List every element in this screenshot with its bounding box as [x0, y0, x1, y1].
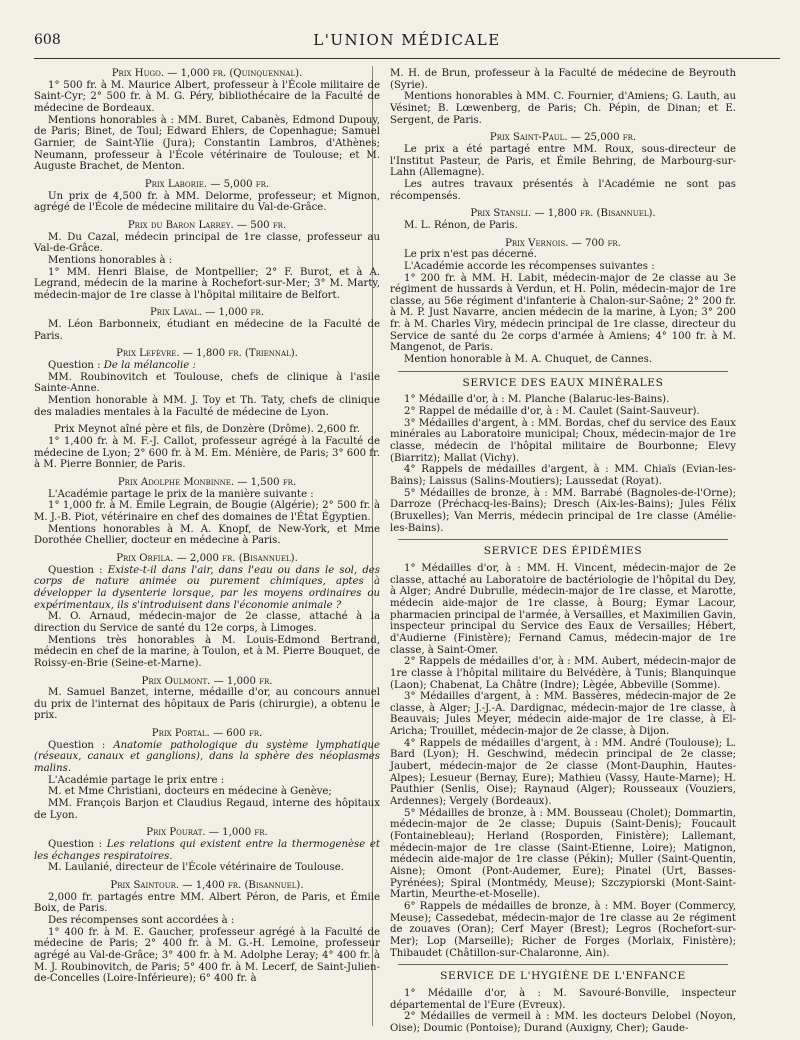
paragraph: 5° Médailles de bronze, à : MM. Bousseau (Cholet); Dommartin, médecin-major de 2e classe; Dupuis (Saint-Denis); Foucault (Fontainebleau); Herland (Rosporden, Finistère); Lallemant, médecin-major de 1re classe (Saint-Etienne, Loire); Matignon, médecin aide-major de 1re classe (Pékin); Muller (Saint-Quentin, Aisne); Omont (Pont-Audemer, Eure); Pinatel (Urt, Basses-Pyrénées); Spiral (Montmédy, Meuse); Szczypiorski (Mont-Saint-Martin, Meurthe-et-Moselle). [390, 807, 736, 901]
paragraph: Mentions honorables à M. A. Knopf, de New-York, et Mme Dorothée Chellier, docteur en médecine à Paris. [34, 523, 380, 547]
paragraph: M. L. Rénon, de Paris. [404, 219, 518, 231]
paragraph: 1° 400 fr. à M. E. Gaucher, professeur agrégé à la Faculté de médecine de Paris; 2° 400 fr. à M. G.-H. Lemoine, professeur agrégé au Val-de-Grâce; 3° 400 fr. à M. Adolphe Leray; 4° 400 fr. à M. J. Roubinovitch, de Paris; 5° 400 fr. à M. Lecerf, de Saint-Julien-de-Concelles (Loire-Inférieure); 6° 400 fr. à [34, 926, 380, 985]
paragraph: MM. François Barjon et Claudius Regaud, interne des hôpitaux de Lyon. [34, 798, 380, 821]
paragraph: MM. Roubinovitch et Toulouse, chefs de clinique à l'asile Sainte-Anne. [34, 371, 380, 395]
paragraph: M. H. de Brun, professeur à la Faculté de médecine de Beyrouth (Syrie). [390, 68, 736, 91]
paragraph: Le prix n'est pas décerné. [404, 249, 537, 261]
paragraph: 5° Médailles de bronze, à : MM. Barrabé (Bagnoles-de-l'Orne); Darroze (Préchacq-les-Bains); Dresch (Aix-les-Bains); Jules Félix (Bruxelles); Van Merris, médecin principal de 1re classe (Amélie-les-Bains). [390, 487, 736, 534]
paragraph: M. Du Cazal, médecin principal de 1re classe, professeur au Val-de-Grâce. [34, 231, 380, 255]
right-column [390, 68, 736, 1035]
paragraph: M. Samuel Banzet, interne, médaille d'or, au concours annuel du prix de l'internat des hôpitaux de Paris (chirurgie), a obtenu le prix. [34, 687, 380, 722]
question-label: Question : [48, 839, 103, 851]
prize-heading: Prix Pourat. — 1,000 fr. [146, 827, 268, 839]
question-text: Les relations qui existent entre la thermogenèse et les échanges respiratoires. [34, 839, 380, 862]
paragraph: L'Académie partage le prix entre : [48, 774, 225, 786]
paragraph: L'Académie partage le prix de la manière suivante : [48, 488, 314, 500]
paragraph: 2° Rappel de médaille d'or, à : M. Caulet (Saint-Sauveur). [404, 406, 700, 418]
header-rule [34, 58, 780, 59]
section-heading: SERVICE DES ÉPIDÉMIES [483, 545, 643, 558]
paragraph: Le prix a été partagé entre MM. Roux, sous-directeur de l'Institut Pasteur, de Paris, et Émile Behring, de Marbourg-sur-Lahn (Allemagne). [390, 143, 736, 179]
paragraph: M. Léon Barbonneix, étudiant en médecine de la Faculté de Paris. [34, 319, 380, 342]
section-heading: SERVICE DES EAUX MINÉRALES [462, 376, 664, 389]
question-paragraph [34, 839, 380, 862]
paragraph: Mentions honorables à : MM. Buret, Cabanès, Edmond Dupouy, de Paris; Binet, de Toul; Edward Ehlers, de Copenhague; Samuel Garnier, de Saint-Ylie (Jura); Constantin Lambros, d'Athènes; Neumann, professeur à l'École vétérinaire de Toulouse; et M. Auguste Brachet, de Menton. [34, 114, 380, 173]
paragraph: 2° Médailles de vermeil à : MM. les docteurs Delobel (Noyon, Oise); Doumic (Pontoise); Durand (Auxigny, Cher); Gaude- [390, 1011, 736, 1034]
prize-heading: Prix Adolphe Monbinne. — 1,500 fr. [117, 477, 297, 488]
question-label: Question : [48, 739, 106, 751]
prize-heading: Prix Orfila. — 2,000 fr. (Bisannuel). [116, 552, 298, 564]
prize-heading: Prix Oulmont. — 1,000 fr. [141, 675, 273, 687]
page-number: 608 [34, 32, 61, 48]
paragraph: 1° Médailles d'or, à : MM. H. Vincent, médecin-major de 2e classe, attaché au Laboratoire de bactériologie de l'hôpital du Dey, à Alger; André Dubrulle, médecin-major de 1re classe, et Marotte, médecin aide-major de 1re classe, à Bourg; Eymar Lacour, pharmacien principal de l'armée, à Versailles, et Maximilien Gavin, inspecteur principal du Service des Eaux de Versailles; Hébert, d'Audierne (Finistère); Fernand Camus, médecin-major de 1re classe, à Saint-Omer. [390, 562, 736, 656]
paragraph: 1° 1,400 fr. à M. F.-J. Callot, professeur agrégé à la Faculté de médecine de Lyon; 2° 600 fr. à M. Em. Ménière, de Paris; 3° 600 fr. à M. Pierre Bonnier, de Paris. [34, 436, 380, 471]
paragraph: 1° 1,000 fr. à M. Émile Legrain, de Bougie (Algérie); 2° 500 fr. à M. J.-B. Piot, vétérinaire en chef des domaines de l'État Égyptien. [34, 500, 380, 523]
paragraph: 1° 500 fr. à M. Maurice Albert, professeur à l'École militaire de Saint-Cyr; 2° 500 fr. à M. G. Péry, bibliothécaire de la Faculté de médecine de Bordeaux. [34, 79, 380, 114]
paragraph: 1° 200 fr. à MM. H. Labit, médecin-major de 2e classe au 3e régiment de hussards à Verdun, et H. Polin, médecin-major de 1re classe, au 56e régiment d'infanterie à Chalon-sur-Saône; 2° 200 fr. à M. P. Just Navarre, ancien médecin de la marine, à Lyon; 3° 200 fr. à M. Charles Viry, médecin principal de 1re classe, directeur du Service de santé du 2e corps d'armée à Amiens; 4° 100 fr. à M. Mangenot, de Paris. [390, 272, 736, 354]
prize-heading: Prix Laborie. — 5,000 fr. [144, 178, 270, 190]
journal-title: L'UNION MÉDICALE [313, 31, 501, 49]
paragraph: M. O. Arnaud, médecin-major de 2e classe, attaché à la direction du Service de santé du 12e corps, à Limoges. [34, 611, 380, 634]
prize-heading: Prix Stansli. — 1,800 fr. (Bisannuel). [470, 208, 656, 220]
prize-heading: Prix Saintour. — 1,400 fr. (Bisannuel). [110, 880, 304, 891]
paragraph: Mention honorable à M. A. Chuquet, de Cannes. [404, 354, 653, 366]
question-paragraph [34, 740, 380, 775]
section-rule [398, 371, 728, 372]
prize-heading: Prix Lefèvre. — 1,800 fr. (Triennal). [116, 348, 298, 360]
paragraph: Mentions honorables à : [48, 254, 173, 266]
paragraph: 4° Rappels de médailles d'argent, à : MM. Chiaïs (Evian-les-Bains); Laissus (Salins-Moutiers); Laussedat (Royat). [390, 464, 736, 487]
paragraph: 4° Rappels de médailles d'argent, à : MM. André (Toulouse); L. Bard (Lyon); H. Geschwind, médecin principal de 2e classe; Jaubert, médecin-major de 2e classe (Mont-Dauphin, Hautes-Alpes); Lesueur (Bernay, Eure); Mathieu (Vassy, Haute-Marne); H. Pauthier (Senlis, Oise); Raynaud (Alger); Rousseaux (Vouziers, Ardennes); Vergely (Bordeaux). [390, 737, 736, 808]
paragraph: 3° Médailles d'argent, à : MM. Bordas, chef du service des Eaux minérales au Laboratoire municipal; Choux, médecin-major de 1re classe, médecin de l'hôpital militaire de Bourbonne; Elevy (Biarritz); Mallat (Vichy). [390, 417, 736, 464]
paragraph: Les autres travaux présentés à l'Académie ne sont pas récompensés. [390, 178, 736, 202]
question-text: Existe-t-il dans l'air, dans l'eau ou dans le sol, des corps de nature animée ou purement chimiques, aptes à développer la dysenterie lorsque, par les moyens ordinaires ou expérimentaux, ils s'introduisent dans l'économie animale ? [34, 564, 380, 611]
section-heading: SERVICE DE L'HYGIÈNE DE L'ENFANCE [440, 970, 686, 983]
question-text: Anatomie pathologique du système lymphatique (réseaux, canaux et ganglions), dans la sphère des néoplasmes malins. [34, 739, 380, 775]
paragraph: 6° Rappels de médailles de bronze, à : MM. Boyer (Commercy, Meuse); Cassedebat, médecin-major de 1re classe au 2e régiment de zouaves (Oran); Cerf Mayer (Brest); Legros (Rochefort-sur-Mer); Lop (Marseille); Richer de Forges (Morlaix, Finistère); Thibaudet (Châtillon-sur-Chalaronne, Ain). [390, 900, 736, 959]
question-paragraph [34, 565, 380, 612]
paragraph: 3° Médailles d'argent, à : MM. Bassères, médecin-major de 2e classe, à Alger; J.-J.-A. Dardignac, médecin-major de 1re classe, à Beauvais; Jules Meyer, médecin aide-major de 1re classe, à El-Aricha; Trouillet, médecin-major de 2e classe, à Dijon. [390, 691, 736, 738]
paragraph: 2° Rappels de médailles d'or, à : MM. Aubert, médecin-major de 1re classe à l'hôpital militaire du Belvédère, à Tunis; Blanquinque (Laon); Chabenat, La Châtre (Indre); Lègée, Abbeville (Somme). [390, 656, 736, 691]
paragraph: Mentions très honorables à M. Louis-Edmond Bertrand, médecin en chef de la marine, à Toulon, et à M. Pierre Bouquet, de Roissy-en-Brie (Seine-et-Marne). [34, 634, 380, 669]
paragraph: M. et Mme Christiani, docteurs en médecine à Genève; [48, 786, 332, 798]
paragraph: 1° Médaille d'or, à : M. Savouré-Bonville, inspecteur départemental de l'Eure (Evreux). [390, 987, 736, 1011]
paragraph: 2,000 fr. partagés entre MM. Albert Péron, de Paris, et Émile Boix, de Paris. [34, 891, 380, 915]
prize-heading: Prix Meynot aîné père et fils, de Donzère (Drôme). 2,600 fr. [54, 424, 360, 436]
paragraph: 1° MM. Henri Blaise, de Montpellier; 2° F. Burot, et à A. Legrand, médecin de la marine à Rochefort-sur-Mer; 3° M. Marty, médecin-major de 1re classe à l'hôpital militaire de Belfort. [34, 266, 380, 301]
page-header [34, 30, 780, 56]
paragraph: Des récompenses sont accordées à : [48, 914, 235, 926]
paragraph: 1° Médaille d'or, à : M. Planche (Balaruc-les-Bains). [404, 394, 670, 406]
question-label: Question : [48, 360, 101, 372]
paragraph: M. Laulanié, directeur de l'École vétérinaire de Toulouse. [48, 862, 344, 874]
question-label: Question : [48, 564, 103, 576]
prize-heading: Prix Vernois. — 700 fr. [505, 237, 621, 249]
prize-heading: Prix Hugo. — 1,000 fr. (Quinquennal). [111, 68, 303, 79]
prize-heading: Prix du Baron Larrey. — 500 fr. [127, 219, 287, 231]
prize-heading: Prix Laval. — 1,000 fr. [149, 307, 265, 319]
paragraph: L'Académie accorde les récompenses suivantes : [404, 260, 655, 272]
section-rule [398, 539, 728, 540]
paragraph: Un prix de 4,500 fr. à MM. Delorme, professeur; et Mignon, agrégé de l'École de médecine militaire du Val-de-Grâce. [34, 190, 380, 214]
prize-heading: Prix Portal. — 600 fr. [151, 728, 263, 740]
paragraph: Mentions honorables à MM. C. Fournier, d'Amiens; G. Lauth, au Vésinet; B. Lœwenberg, de Paris; Ch. Pépin, de Dinan; et E. Sergent, de Paris. [390, 91, 736, 126]
left-column [34, 68, 380, 985]
prize-heading: Prix Saint-Paul. — 25,000 fr. [489, 132, 637, 144]
question-paragraph [34, 360, 380, 372]
section-rule [398, 964, 728, 965]
paragraph: Mention honorable à MM. J. Toy et Th. Taty, chefs de clinique des maladies mentales à la Faculté de médecine de Lyon. [34, 395, 380, 418]
question-text: De la mélancolie : [103, 360, 196, 372]
